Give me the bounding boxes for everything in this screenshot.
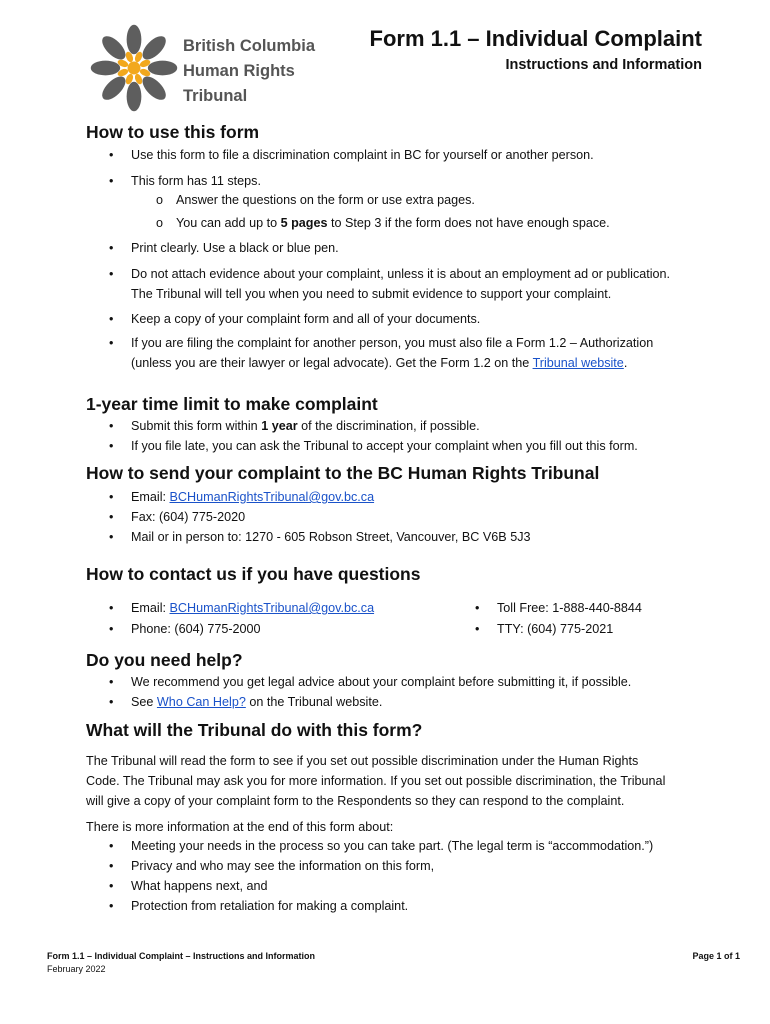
text: of the discrimination, if possible. xyxy=(297,419,480,433)
footer-date: February 2022 xyxy=(47,964,106,974)
text: Email: xyxy=(131,601,170,615)
who-can-help-link[interactable]: Who Can Help? xyxy=(156,695,246,709)
org-line-3: Tribunal xyxy=(183,87,248,105)
heading-what-will-tribunal-do: What will the Tribunal do with this form? xyxy=(86,720,423,740)
list-item: • Print clearly. Use a black or blue pen. xyxy=(131,238,339,258)
logo-petal-icon xyxy=(98,73,129,104)
list-item: • Toll Free: 1-888-440-8844 xyxy=(497,598,642,618)
paragraph: There is more information at the end of this form about: xyxy=(86,820,394,834)
list-item: • If you file late, you can ask the Tribunal to accept your complaint when you fill out this form. xyxy=(131,436,638,456)
sub-list-item: o Answer the questions on the form or use extra pages. xyxy=(176,190,475,210)
text: Submit this form within xyxy=(131,419,262,433)
text: • If you are filing the complaint for another person, you must also file a Form 1.2 – Authorization xyxy=(131,336,654,350)
list-item xyxy=(131,416,480,436)
logo-petal-icon xyxy=(91,61,120,76)
list-item: • Use this form to file a discrimination complaint in BC for yourself or another person. xyxy=(131,145,594,165)
logo-petal-icon xyxy=(127,25,142,54)
sub-list-item xyxy=(176,213,610,233)
heading-time-limit: 1-year time limit to make complaint xyxy=(86,394,378,414)
list-item: • Phone: (604) 775-2000 xyxy=(131,619,261,639)
text: will give a copy of your complaint form to the Respondents so they can respond to the complaint. xyxy=(86,794,625,808)
form-subtitle: Instructions and Information xyxy=(505,57,702,73)
org-line-1: British Columbia xyxy=(183,37,316,55)
list-item xyxy=(131,598,374,618)
list-item xyxy=(131,264,670,304)
logo-petal-icon xyxy=(139,32,170,63)
paragraph xyxy=(86,751,665,811)
form-title: Form 1.1 – Individual Complaint xyxy=(369,26,702,51)
list-item: • TTY: (604) 775-2021 xyxy=(497,619,613,639)
text: Email: xyxy=(131,490,170,504)
heading-need-help: Do you need help? xyxy=(86,650,243,670)
list-item: • Meeting your needs in the process so you can take part. (The legal term is “accommodation.”) xyxy=(131,836,653,856)
bold-text: 1 year xyxy=(261,419,298,433)
text: (unless you are their lawyer or legal advocate). Get the Form 1.2 on the xyxy=(131,356,533,370)
logo-petal-icon xyxy=(98,32,129,63)
logo-center-icon xyxy=(128,62,141,75)
list-item: • Mail or in person to: 1270 - 605 Robson Street, Vancouver, BC V6B 5J3 xyxy=(131,527,531,547)
list-item: • We recommend you get legal advice about your complaint before submitting it, if possible. xyxy=(131,672,631,692)
footer-form-title: Form 1.1 – Individual Complaint – Instructions and Information xyxy=(47,951,316,961)
text: • Do not attach evidence about your complaint, unless it is about an employment ad or publication. xyxy=(131,267,671,281)
text: on the Tribunal website. xyxy=(245,695,383,709)
text: . xyxy=(623,356,628,370)
list-item: • What happens next, and xyxy=(131,876,268,896)
text: The Tribunal will tell you when you need to submit evidence to support your complaint. xyxy=(131,287,612,301)
text: See xyxy=(131,695,157,709)
logo-petal-icon xyxy=(148,61,177,76)
tribunal-logo xyxy=(88,22,180,114)
list-item xyxy=(131,692,382,712)
list-item: • Fax: (604) 775-2020 xyxy=(131,507,245,527)
list-item: • Privacy and who may see the information on this form, xyxy=(131,856,434,876)
text: Code. The Tribunal may ask you for more information. If you set out possible discrimination, the Tribunal xyxy=(86,774,666,788)
list-item xyxy=(131,333,653,373)
email-link[interactable]: BCHumanRightsTribunal@gov.bc.ca xyxy=(169,601,375,615)
footer-page-number: Page 1 of 1 xyxy=(692,951,740,961)
email-link[interactable]: BCHumanRightsTribunal@gov.bc.ca xyxy=(169,490,375,504)
tribunal-website-link[interactable]: Tribunal website xyxy=(532,356,624,370)
list-item: • Protection from retaliation for making a complaint. xyxy=(131,896,408,916)
list-item: • Keep a copy of your complaint form and all of your documents. xyxy=(131,309,480,329)
heading-contact: How to contact us if you have questions xyxy=(86,564,421,584)
heading-how-to-use: How to use this form xyxy=(86,122,260,142)
bold-text: 5 pages xyxy=(280,216,328,230)
org-line-2: Human Rights xyxy=(183,62,295,80)
text: to Step 3 if the form does not have enough space. xyxy=(327,216,610,230)
list-item: • This form has 11 steps. xyxy=(131,171,261,191)
text: The Tribunal will read the form to see if you set out possible discrimination under the Human Rights xyxy=(86,754,639,768)
logo-petal-icon xyxy=(127,82,142,111)
list-item xyxy=(131,487,374,507)
organization-name xyxy=(183,34,315,109)
heading-send-complaint: How to send your complaint to the BC Human Rights Tribunal xyxy=(86,463,600,483)
text: You can add up to xyxy=(176,216,281,230)
logo-petal-icon xyxy=(139,73,170,104)
